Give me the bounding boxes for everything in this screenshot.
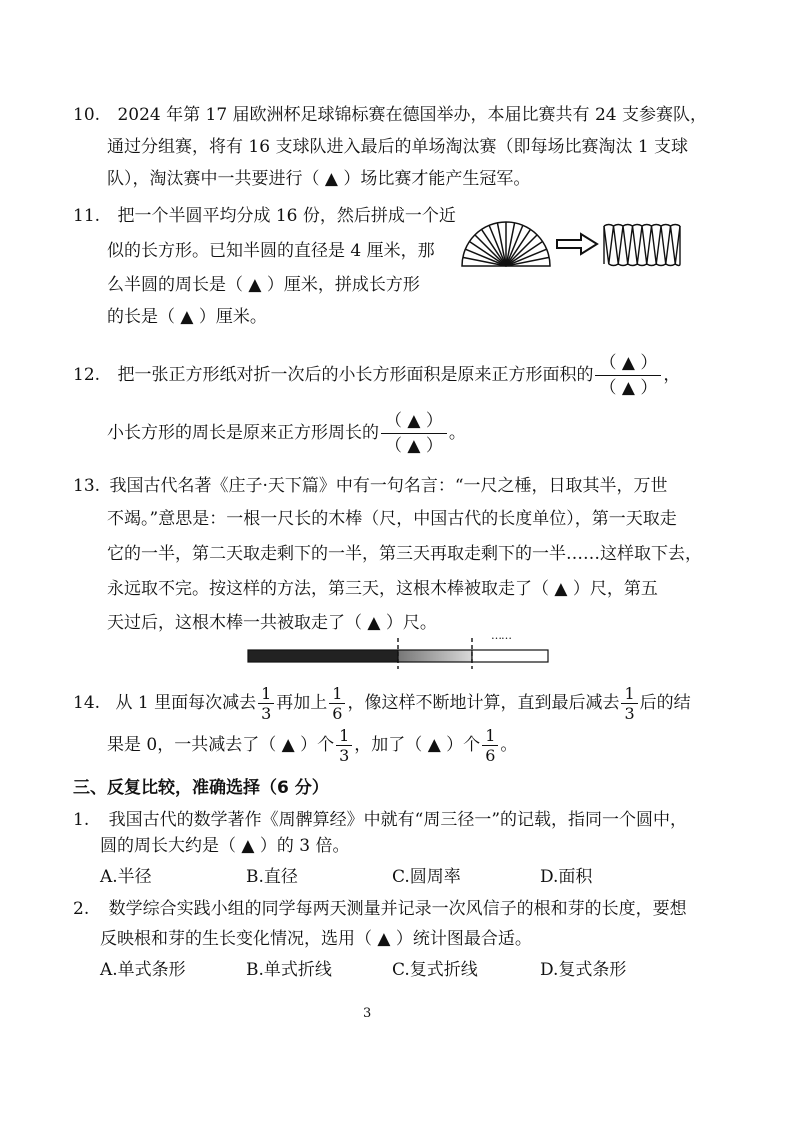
approx-rectangle-sectors (604, 225, 680, 266)
s2-text-1: 数学综合实践小组的同学每两天测量并记录一次风信子的根和芽的长度，要想 (108, 899, 687, 919)
s2-number: 2. (73, 899, 90, 919)
q14-fraction-1-num: 1 (258, 684, 274, 704)
stick-remaining (472, 650, 548, 662)
q14-fraction-5 (482, 726, 498, 765)
s1-number: 1. (73, 810, 90, 830)
q12-text-1: 把一张正方形纸对折一次后的小长方形面积是原来正方形面积的 (117, 365, 594, 385)
s1-option-c[interactable]: C.圆周率 (392, 867, 461, 887)
q14-fraction-3-num: 1 (621, 684, 637, 704)
q14-fraction-2-num: 1 (329, 684, 345, 704)
q12-number: 12. (73, 365, 101, 385)
q13-number: 13. (73, 476, 101, 496)
s2-line-1 (73, 898, 687, 920)
q14-text-f: ，加了（ ▲ ）个 (354, 735, 481, 755)
q11-text-1: 把一个半圆平均分成 16 份，然后拼成一个近 (117, 206, 456, 226)
q14-fraction-4-num: 1 (336, 726, 352, 746)
q12-fraction-2 (381, 409, 447, 458)
q14-fraction-2-den: 6 (332, 704, 343, 723)
s1-option-b[interactable]: B.直径 (246, 867, 298, 887)
q14-line-2 (107, 722, 517, 768)
q11-line-1 (73, 205, 456, 227)
stick-continuation-dots: …… (491, 629, 511, 642)
q13-text-2: 不竭。”意思是：一根一尺长的木棒（尺，中国古代的长度单位），第一天取走 (107, 509, 677, 529)
s1-text-1: 我国古代的数学著作《周髀算经》中就有“周三径一”的记载，指同一个圆中， (108, 810, 688, 830)
q10-line-1 (73, 104, 707, 126)
q14-text-a: 从 1 里面每次减去 (115, 693, 257, 713)
q13-line-1 (73, 475, 668, 497)
q10-number: 10. (73, 105, 101, 125)
q12-line-2 (107, 409, 466, 458)
q10-text-1: 2024 年第 17 届欧洲杯足球锦标赛在德国举办，本届比赛共有 24 支参赛队， (117, 105, 707, 125)
approx-rectangle-figure (602, 222, 682, 268)
s2-option-d[interactable]: D.复式条形 (540, 960, 627, 980)
q14-fraction-4 (336, 726, 352, 765)
q14-text-e: 果是 0，一共减去了（ ▲ ）个 (107, 735, 335, 755)
s1-text-2: 圆的周长大约是（ ▲ ）的 3 倍。 (100, 836, 350, 856)
q12-text-2-end: 。 (448, 423, 466, 443)
s2-option-c[interactable]: C.复式折线 (392, 960, 478, 980)
q10-text-3: 队），淘汰赛中一共要进行（ ▲ ）场比赛才能产生冠军。 (107, 169, 531, 189)
q14-fraction-2 (329, 684, 345, 723)
q14-fraction-5-den: 6 (485, 746, 496, 765)
q13-text-4: 永远取不完。按这样的方法，第三天，这根木棒被取走了（ ▲ ）尺，第五 (107, 579, 658, 599)
q14-fraction-3-den: 3 (624, 704, 635, 723)
q12-fraction-2-numerator: （ ▲ ） (381, 409, 447, 434)
section-3-title: 三、反复比较，准确选择（6 分） (73, 778, 329, 798)
q14-number: 14. (73, 693, 101, 713)
q14-fraction-1-den: 3 (261, 704, 272, 723)
q12-fraction-1-numerator: （ ▲ ） (595, 351, 661, 376)
q12-text-1-end: ， (663, 365, 681, 385)
q14-fraction-4-den: 3 (339, 746, 350, 765)
q11-text-4: 的长是（ ▲ ）厘米。 (107, 307, 267, 327)
arrow-right-icon (555, 232, 599, 256)
q11-text-2: 似的长方形。已知半圆的直径是 4 厘米，那 (107, 241, 435, 261)
s2-text-2: 反映根和芽的生长变化情况，选用（ ▲ ）统计图最合适。 (100, 929, 532, 949)
q14-line-1 (73, 680, 691, 726)
s1-option-a[interactable]: A.半径 (100, 867, 152, 887)
s1-line-1 (73, 809, 687, 831)
q13-text-5: 天过后，这根木棒一共被取走了（ ▲ ）尺。 (107, 613, 437, 633)
s2-option-b[interactable]: B.单式折线 (246, 960, 332, 980)
q10-text-2: 通过分组赛，将有 16 支球队进入最后的单场淘汰赛（即每场比赛淘汰 1 支球 (107, 137, 689, 157)
q14-text-b: 再加上 (276, 693, 328, 713)
q13-text-3: 它的一半，第二天取走剩下的一半，第三天再取走剩下的一半……这样取下去， (107, 544, 702, 564)
q13-text-1: 我国古代名著《庄子·天下篇》中有一句名言：“一尺之棰，日取其半，万世 (109, 476, 668, 496)
q12-line-1 (73, 351, 680, 400)
q12-fraction-2-denominator: （ ▲ ） (385, 436, 443, 456)
q14-fraction-3 (621, 684, 637, 723)
q14-fraction-1 (258, 684, 274, 723)
stick-second-quarter (398, 650, 472, 662)
q11-text-3: 么半圆的周长是（ ▲ ）厘米，拼成长方形 (107, 275, 420, 295)
q14-text-c: ，像这样不断地计算，直到最后减去 (347, 693, 620, 713)
q11-number: 11. (73, 206, 101, 226)
q12-fraction-1 (595, 351, 661, 400)
stick-first-half (248, 650, 398, 662)
page-number: 3 (363, 1006, 372, 1021)
s1-option-d[interactable]: D.面积 (540, 867, 593, 887)
q14-text-d: 后的结 (639, 693, 691, 713)
q12-fraction-1-denominator: （ ▲ ） (599, 378, 658, 398)
q14-text-g: 。 (500, 735, 518, 755)
s2-option-a[interactable]: A.单式条形 (100, 960, 186, 980)
q14-fraction-5-num: 1 (482, 726, 498, 746)
q12-text-2: 小长方形的周长是原来正方形周长的 (107, 423, 379, 443)
